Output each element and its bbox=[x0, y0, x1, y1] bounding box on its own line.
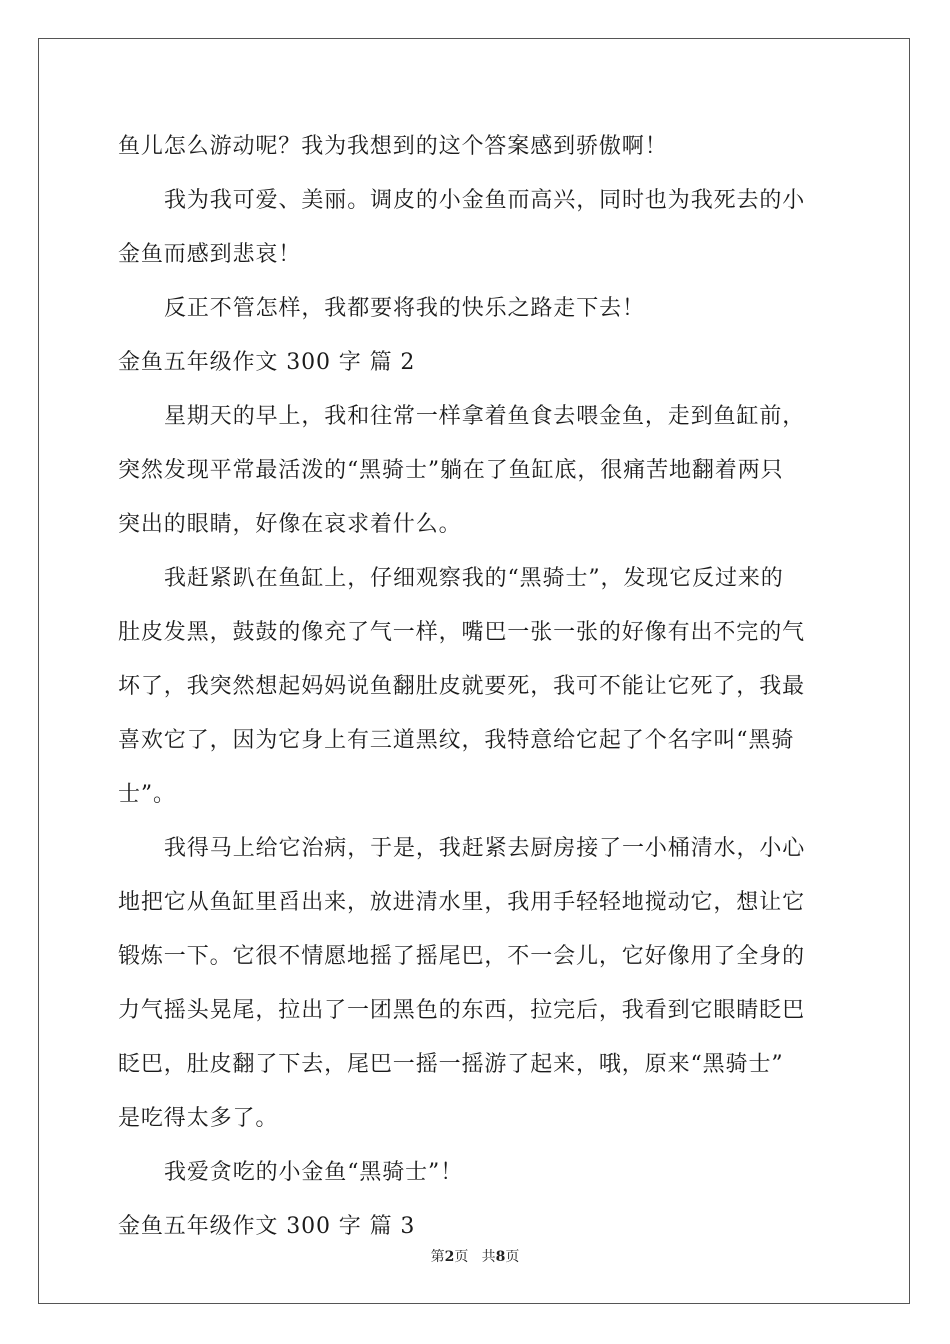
text-line: 坏了，我突然想起妈妈说鱼翻肚皮就要死，我可不能让它死了，我最 bbox=[118, 674, 806, 699]
page-suffix: 页 bbox=[454, 1249, 469, 1265]
total-page-count: 8 bbox=[495, 1249, 506, 1265]
paragraph-start: 星期天的早上，我和往常一样拿着鱼食去喂金鱼，走到鱼缸前， bbox=[164, 404, 806, 429]
total-prefix: 共 bbox=[481, 1249, 496, 1265]
text-line: 眨巴，肚皮翻了下去，尾巴一摇一摇游了起来，哦，原来“黑骑士” bbox=[118, 1052, 784, 1077]
text-line: 突然发现平常最活泼的“黑骑士”躺在了鱼缸底，很痛苦地翻着两只 bbox=[118, 458, 784, 483]
text-line: 地把它从鱼缸里舀出来，放进清水里，我用手轻轻地搅动它，想让它 bbox=[118, 890, 806, 915]
text-line: 突出的眼睛，好像在哀求着什么。 bbox=[118, 512, 462, 537]
paragraph-start: 反正不管怎样，我都要将我的快乐之路走下去！ bbox=[164, 296, 645, 321]
text-line: 是吃得太多了。 bbox=[118, 1106, 279, 1131]
text-line: 士”。 bbox=[118, 782, 176, 807]
page-prefix: 第 bbox=[430, 1249, 445, 1265]
section-heading: 金鱼五年级作文 300 字 篇 2 bbox=[118, 350, 416, 375]
text-line: 金鱼而感到悲哀！ bbox=[118, 242, 302, 267]
section-heading: 金鱼五年级作文 300 字 篇 3 bbox=[118, 1214, 416, 1239]
total-suffix: 页 bbox=[505, 1249, 520, 1265]
paragraph-start: 我爱贪吃的小金鱼“黑骑士”！ bbox=[164, 1160, 464, 1185]
paragraph-start: 我得马上给它治病，于是，我赶紧去厨房接了一小桶清水，小心 bbox=[164, 836, 806, 861]
text-line: 喜欢它了，因为它身上有三道黑纹，我特意给它起了个名字叫“黑骑 bbox=[118, 728, 795, 753]
paragraph-start: 我赶紧趴在鱼缸上，仔细观察我的“黑骑士”，发现它反过来的 bbox=[164, 566, 784, 591]
text-line: 鱼儿怎么游动呢？我为我想到的这个答案感到骄傲啊！ bbox=[118, 134, 668, 159]
text-line: 肚皮发黑，鼓鼓的像充了气一样，嘴巴一张一张的好像有出不完的气 bbox=[118, 620, 806, 645]
current-page-number: 2 bbox=[444, 1249, 455, 1265]
paragraph-start: 我为我可爱、美丽。调皮的小金鱼而高兴，同时也为我死去的小 bbox=[164, 188, 806, 213]
document-body bbox=[118, 128, 834, 1262]
text-line: 锻炼一下。它很不情愿地摇了摇尾巴，不一会儿，它好像用了全身的 bbox=[118, 944, 806, 969]
text-line: 力气摇头晃尾，拉出了一团黑色的东西，拉完后，我看到它眼睛眨巴 bbox=[118, 998, 806, 1023]
page-footer bbox=[0, 1246, 950, 1266]
